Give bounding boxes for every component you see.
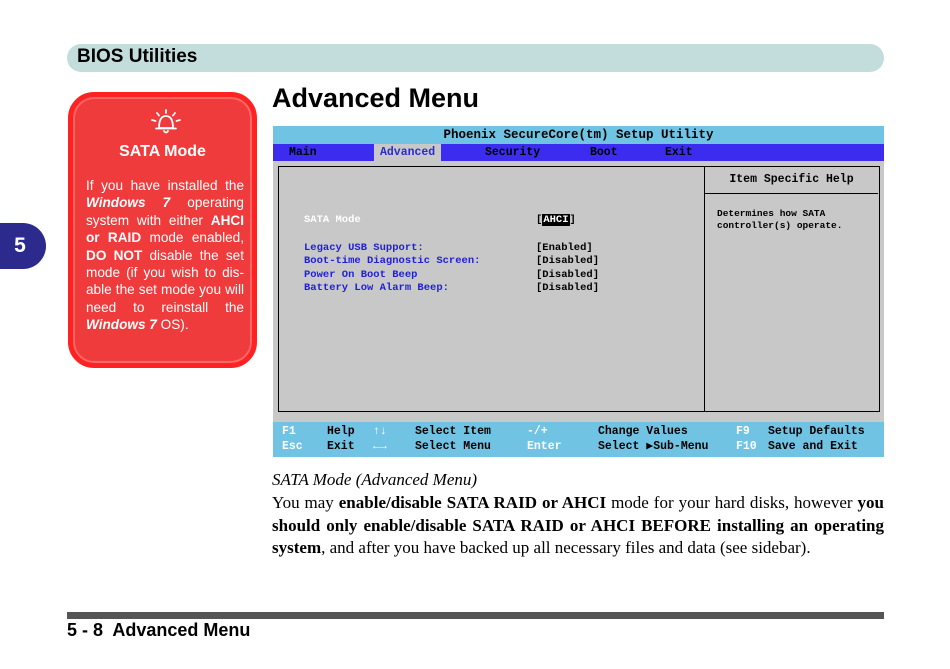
bios-menu-boot[interactable]: Boot: [590, 146, 618, 159]
key-esc: Esc: [282, 440, 303, 453]
bios-options-panel: [278, 166, 704, 412]
option-battery-alarm-label[interactable]: Battery Low Alarm Beep:: [304, 282, 449, 294]
header-bar: [67, 44, 884, 72]
key-enter: Enter: [527, 440, 562, 453]
sidebar-title: SATA Mode: [119, 143, 206, 160]
option-battery-alarm-value[interactable]: [Disabled]: [536, 282, 600, 294]
key-minus-plus-label: Change Values: [598, 425, 688, 438]
header-title: BIOS Utilities: [77, 46, 198, 67]
option-sata-mode-value[interactable]: [AHCI]: [536, 214, 576, 226]
key-f1: F1: [282, 425, 296, 438]
help-text: Determines how SATA controller(s) operate.: [717, 208, 843, 231]
key-updown: ↑↓: [373, 425, 387, 438]
key-f1-label: Help: [327, 425, 355, 438]
key-leftright: ←→: [373, 440, 387, 453]
key-esc-label: Exit: [327, 440, 355, 453]
option-sata-mode-label[interactable]: SATA Mode: [304, 214, 361, 226]
section-caption: SATA Mode (Advanced Menu): [272, 470, 478, 489]
footer-page-label: 5 - 8 Advanced Menu: [67, 620, 251, 640]
body-paragraph: You may enable/disable SATA RAID or AHCI mode for your hard disks, however you should only enable/disable SATA RAID or AHCI BEFORE installing an operating system, and after you have backed up all necessary files and data (see sidebar).: [272, 493, 884, 557]
sidebar-note: [68, 92, 257, 368]
bios-menu-exit[interactable]: Exit: [665, 146, 693, 159]
key-f10-label: Save and Exit: [768, 440, 858, 453]
page-title: Advanced Menu: [272, 83, 480, 113]
footer-rule: [67, 612, 884, 619]
bios-menu-main[interactable]: Main: [289, 146, 317, 159]
option-legacy-usb-label[interactable]: Legacy USB Support:: [304, 242, 424, 254]
chapter-tab: [0, 223, 46, 269]
key-f10: F10: [736, 440, 757, 453]
help-header: Item Specific Help: [705, 167, 878, 194]
option-boot-beep-label[interactable]: Power On Boot Beep: [304, 269, 418, 281]
bios-help-panel: [704, 166, 880, 412]
option-legacy-usb-value[interactable]: [Enabled]: [536, 242, 593, 254]
key-f9-label: Setup Defaults: [768, 425, 865, 438]
bios-menu-advanced[interactable]: Advanced: [374, 144, 441, 161]
key-f9: F9: [736, 425, 750, 438]
option-boot-diagnostic-label[interactable]: Boot-time Diagnostic Screen:: [304, 255, 481, 267]
key-updown-label: Select Item: [415, 425, 491, 438]
key-leftright-label: Select Menu: [415, 440, 491, 453]
bios-menubar: [273, 144, 884, 161]
option-boot-beep-value[interactable]: [Disabled]: [536, 269, 600, 281]
key-enter-label: Select ▶Sub-Menu: [598, 440, 709, 453]
bios-menu-security[interactable]: Security: [485, 146, 541, 159]
key-minus-plus: -/+: [527, 425, 548, 438]
chapter-number: 5: [14, 234, 26, 257]
bios-key-legend: [273, 422, 884, 457]
bios-screenshot: [273, 126, 884, 457]
bios-title: Phoenix SecureCore(tm) Setup Utility: [273, 126, 884, 144]
bell-alert-icon: [149, 107, 183, 137]
option-boot-diagnostic-value[interactable]: [Disabled]: [536, 255, 600, 267]
sidebar-text: If you have installed the Windows 7 operating system with either AHCI or RAID mode enabled, DO NOT disable the set mode (if you wish to dis-able the set mode you will need to reinstall the Windows 7 OS).: [86, 178, 244, 333]
